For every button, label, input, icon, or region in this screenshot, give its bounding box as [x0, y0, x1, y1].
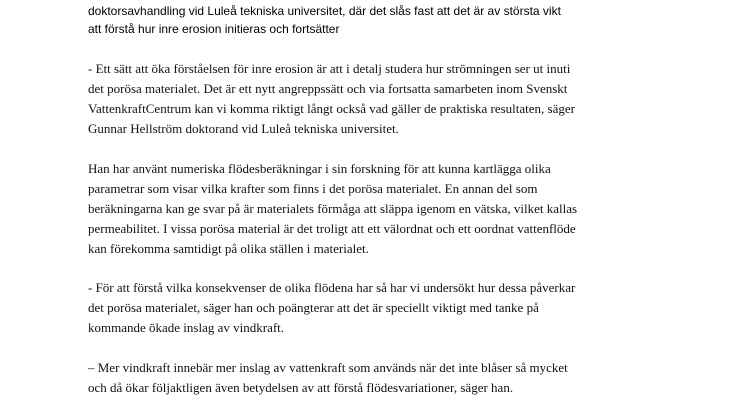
lead-line: att förstå hur inre erosion initieras och fortsätter: [88, 22, 340, 36]
body-paragraph-1: [88, 59, 718, 139]
lead-line: doktorsavhandling vid Luleå tekniska universitet, där det slås fast att det är av största vikt: [88, 4, 561, 18]
paragraph-line: det porösa materialet, säger han och poängterar att det är speciellt viktigt med tanke på: [88, 300, 539, 315]
paragraph-line: - Ett sätt att öka förståelsen för inre erosion är att i detalj studera hur strömningen ser ut inuti: [88, 61, 571, 76]
paragraph-line: kan förekomma samtidigt på olika ställen i materialet.: [88, 241, 369, 256]
paragraph-line: VattenkraftCentrum kan vi komma riktigt långt också vad gäller de praktiska resultaten, säger: [88, 101, 575, 116]
paragraph-line: det porösa materialet. Det är ett nytt angreppssätt och via fortsatta samarbeten inom Svenskt: [88, 81, 568, 96]
paragraph-line: – Mer vindkraft innebär mer inslag av vattenkraft som används när det inte blåser så mycket: [88, 360, 568, 375]
paragraph-line: Han har använt numeriska flödesberäkningar i sin forskning för att kunna kartlägga olika: [88, 161, 551, 176]
paragraph-line: parametrar som visar vilka krafter som finns i det porösa materialet. En annan del som: [88, 181, 538, 196]
lead-paragraph: [88, 2, 688, 38]
body-paragraph-4: [88, 358, 718, 398]
body-paragraph-3: [88, 278, 718, 338]
paragraph-line: - För att förstå vilka konsekvenser de olika flödena har så har vi undersökt hur dessa påverkar: [88, 280, 576, 295]
paragraph-line: och då ökar följaktligen även betydelsen av att förstå flödesvariationer, säger han.: [88, 380, 514, 395]
paragraph-line: permeabilitet. I vissa porösa material är det troligt att ett välordnat och ett oordnat vattenflöde: [88, 221, 576, 236]
paragraph-line: kommande ökade inslag av vindkraft.: [88, 320, 285, 335]
paragraph-line: Gunnar Hellström doktorand vid Luleå tekniska universitet.: [88, 121, 399, 136]
body-paragraph-2: [88, 159, 718, 259]
paragraph-line: beräkningarna kan ge svar på är materialets förmåga att släppa igenom en vätska, vilket kallas: [88, 201, 578, 216]
